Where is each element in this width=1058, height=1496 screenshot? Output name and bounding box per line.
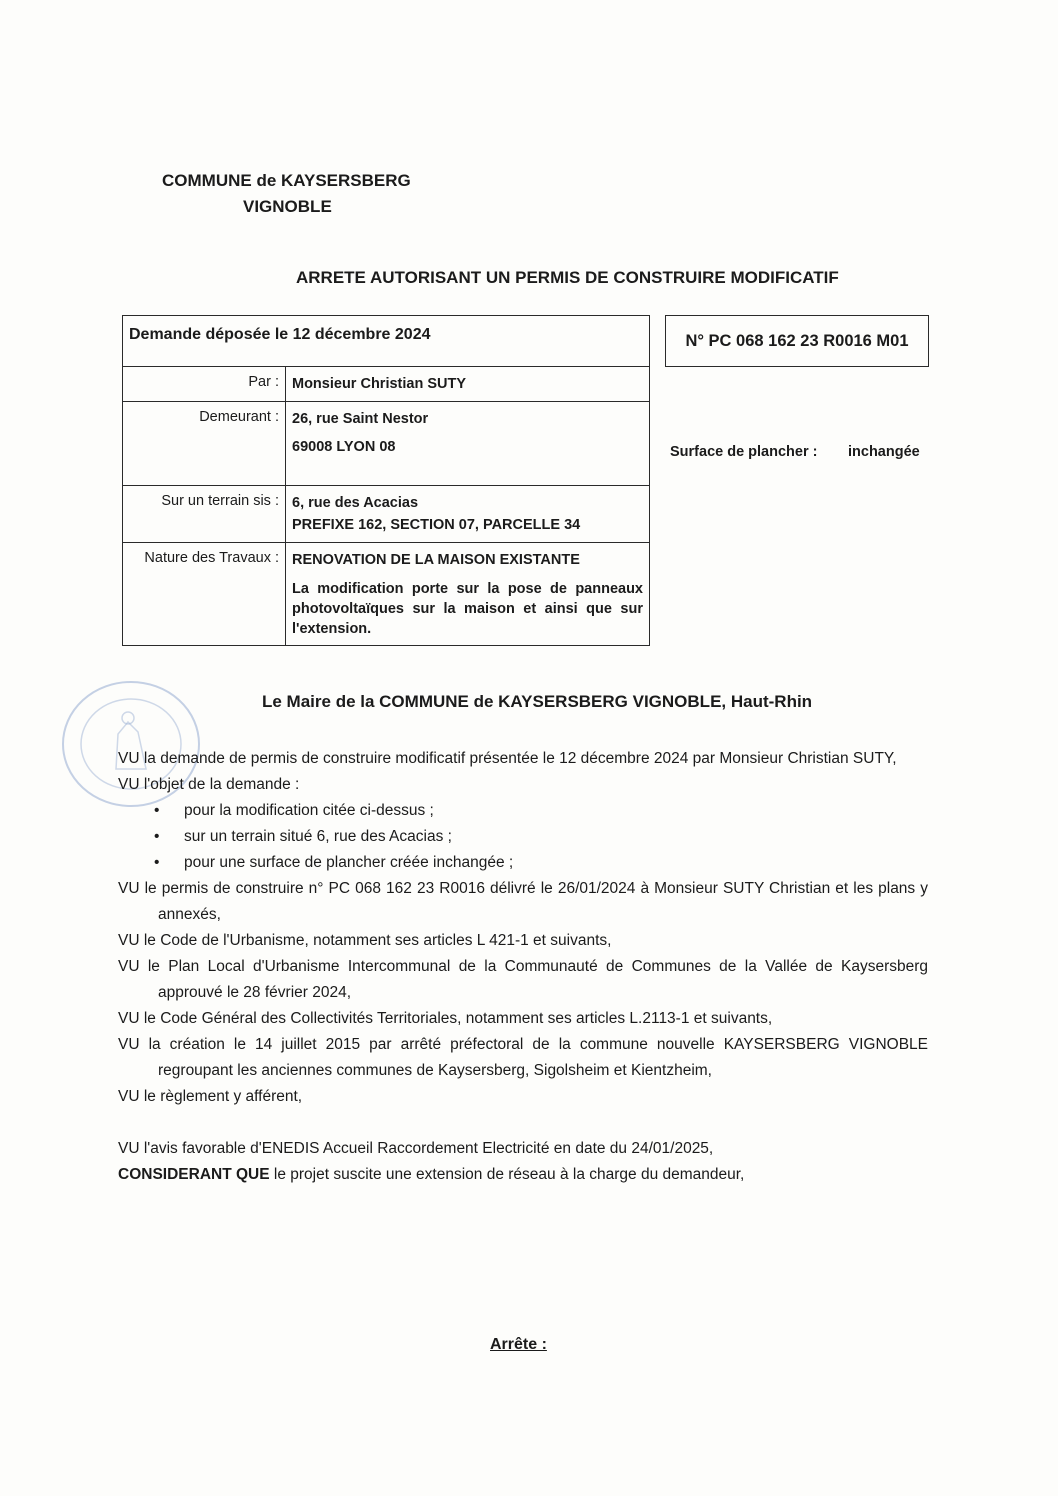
demeurant-label: Demeurant : [123, 402, 286, 486]
demeurant-city: 69008 LYON 08 [292, 439, 396, 455]
request-table [122, 315, 650, 646]
terrain-value [286, 486, 650, 543]
terrain-address: 6, rue des Acacias [292, 495, 419, 511]
vu-reglement: VU le règlement y afférent, [118, 1088, 303, 1105]
nature-description: La modification porte sur la pose de panneaux photovoltaïques sur la maison et ainsi que sur l'extension. [292, 581, 643, 637]
maire-heading: Le Maire de la COMMUNE de KAYSERSBERG VIGNOBLE, Haut-Rhin [262, 692, 813, 711]
commune-header [162, 168, 411, 220]
list-item: • sur un terrain situé 6, rue des Acacias ; [184, 824, 928, 850]
considerant-lead: CONSIDERANT QUE [118, 1166, 270, 1183]
vu-plui: VU le Plan Local d'Urbanisme Intercommunal de la Communauté de Communes de la Vallée de Kaysersberg approuvé le 28 février 2024, [118, 958, 928, 1001]
nature-label: Nature des Travaux : [123, 543, 286, 646]
surface-label: Surface de plancher : [670, 444, 818, 460]
permit-number: N° PC 068 162 23 R0016 M01 [665, 315, 929, 367]
vu-cgct: VU le Code Général des Collectivités Territoriales, notamment ses articles L.2113-1 et suivants, [118, 1010, 773, 1027]
surface-value: inchangée [848, 444, 920, 460]
nature-value [286, 543, 650, 646]
objet-list [118, 798, 928, 876]
vu-creation-commune: VU la création le 14 juillet 2015 par arrêté préfectoral de la commune nouvelle KAYSERSBERG VIGNOBLE regroupant les anciennes communes de Kaysersberg, Sigolsheim et Kientzheim, [118, 1036, 928, 1079]
commune-name: COMMUNE de KAYSERSBERG [162, 171, 411, 190]
vu-code-urbanisme: VU le Code de l'Urbanisme, notamment ses articles L 421-1 et suivants, [118, 932, 612, 949]
arrete-heading: Arrête : [490, 1336, 547, 1353]
par-label: Par : [123, 367, 286, 402]
list-item: • pour une surface de plancher créée inchangée ; [184, 850, 928, 876]
nature-title: RENOVATION DE LA MAISON EXISTANTE [292, 552, 580, 568]
considerant-text: le projet suscite une extension de réseau à la charge du demandeur, [269, 1166, 745, 1183]
list-item: • pour la modification citée ci-dessus ; [184, 798, 928, 824]
considerants [118, 746, 928, 1188]
commune-name-line2: VIGNOBLE [243, 197, 332, 216]
terrain-parcel: PREFIXE 162, SECTION 07, PARCELLE 34 [292, 517, 581, 533]
vu-objet: VU l'objet de la demande : [118, 776, 300, 793]
vu-demande: VU la demande de permis de construire modificatif présentée le 12 décembre 2024 par Monsieur Christian SUTY, [118, 750, 897, 767]
demeurant-street: 26, rue Saint Nestor [292, 411, 429, 427]
document-title: ARRETE AUTORISANT UN PERMIS DE CONSTRUIRE MODIFICATIF [296, 268, 839, 287]
demeurant-value [286, 402, 650, 486]
vu-enedis: VU l'avis favorable d'ENEDIS Accueil Raccordement Electricité en date du 24/01/2025, [118, 1140, 714, 1157]
terrain-label: Sur un terrain sis : [123, 486, 286, 543]
deposit-date: Demande déposée le 12 décembre 2024 [123, 316, 650, 367]
vu-permis: VU le permis de construire n° PC 068 162 23 R0016 délivré le 26/01/2024 à Monsieur SUTY Christian et les plans y annexés, [118, 880, 928, 923]
par-value: Monsieur Christian SUTY [286, 367, 650, 402]
considerant [118, 1162, 928, 1188]
